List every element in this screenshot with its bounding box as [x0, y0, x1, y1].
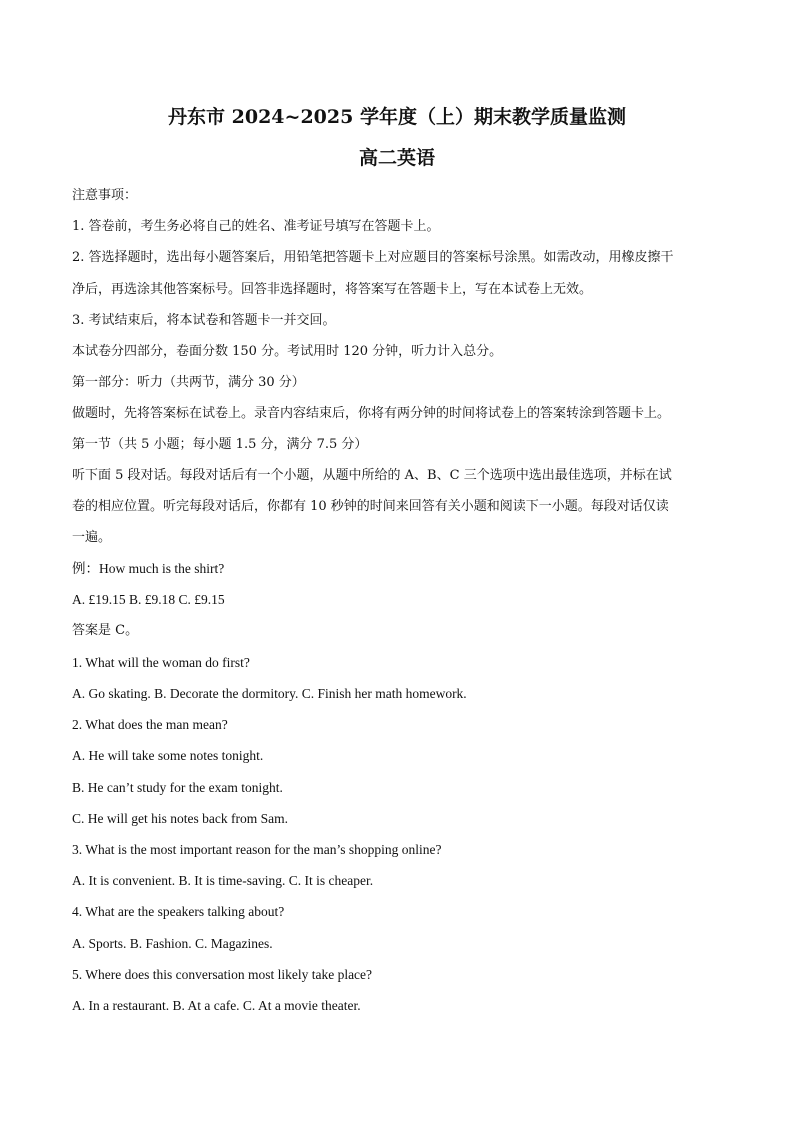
section1-instruction-line-2: 卷的相应位置。听完每段对话后，你都有 10 秒钟的时间来回答有关小题和阅读下一小题。每段对话仅读: [72, 499, 669, 514]
part1-heading: 第一部分：听力（共两节，满分 30 分）: [72, 375, 305, 390]
notice-item-2-line-1: 2. 答选择题时，选出每小题答案后，用铅笔把答题卡上对应题目的答案标号涂黑。如需改动，用橡皮擦干: [72, 250, 674, 265]
question-5: 5. Where does this conversation most likely take place?: [72, 967, 373, 982]
question-2-option-b: B. He can’t study for the exam tonight.: [72, 780, 283, 795]
question-2-option-c: C. He will get his notes back from Sam.: [72, 811, 288, 826]
notice-heading: 注意事项：: [72, 188, 138, 203]
question-5-options: A. In a restaurant. B. At a cafe. C. At a movie theater.: [72, 998, 361, 1013]
part1-instruction: 做题时，先将答案标在试卷上。录音内容结束后，你将有两分钟的时间将试卷上的答案转涂到答题卡上。: [72, 406, 671, 421]
question-2: 2. What does the man mean?: [72, 717, 228, 732]
question-3-options: A. It is convenient. B. It is time-saving. C. It is cheaper.: [72, 873, 374, 888]
question-3: 3. What is the most important reason for the man’s shopping online?: [72, 842, 442, 857]
question-2-option-a: A. He will take some notes tonight.: [72, 748, 264, 763]
notice-item-2-line-2: 净后，再选涂其他答案标号。回答非选择题时，将答案写在答题卡上，写在本试卷上无效。: [72, 282, 593, 297]
question-4-options: A. Sports. B. Fashion. C. Magazines.: [72, 936, 273, 951]
question-1-options: A. Go skating. B. Decorate the dormitory. C. Finish her math homework.: [72, 686, 467, 701]
question-1: 1. What will the woman do first?: [72, 655, 250, 670]
page-subtitle: 高二英语: [358, 147, 435, 169]
example-question: 例：How much is the shirt?: [72, 561, 225, 576]
section1-instruction-line-1: 听下面 5 段对话。每段对话后有一个小题，从题中所给的 A、B、C 三个选项中选出最佳选项，并标在试: [72, 468, 672, 483]
question-4: 4. What are the speakers talking about?: [72, 904, 285, 919]
notice-item-3: 3. 考试结束后，将本试卷和答题卡一并交回。: [72, 313, 336, 328]
example-options: A. £19.15 B. £9.18 C. £9.15: [72, 592, 225, 607]
example-answer: 答案是 C。: [72, 623, 139, 638]
section1-heading: 第一节（共 5 小题；每小题 1.5 分，满分 7.5 分）: [72, 437, 368, 452]
section1-instruction-line-3: 一遍。: [72, 530, 112, 545]
page-title: 丹东市 2024~2025 学年度（上）期末教学质量监测: [168, 106, 626, 128]
exam-info: 本试卷分四部分，卷面分数 150 分。考试用时 120 分钟，听力计入总分。: [72, 344, 503, 359]
notice-item-1: 1. 答卷前，考生务必将自己的姓名、准考证号填写在答题卡上。: [72, 219, 440, 234]
